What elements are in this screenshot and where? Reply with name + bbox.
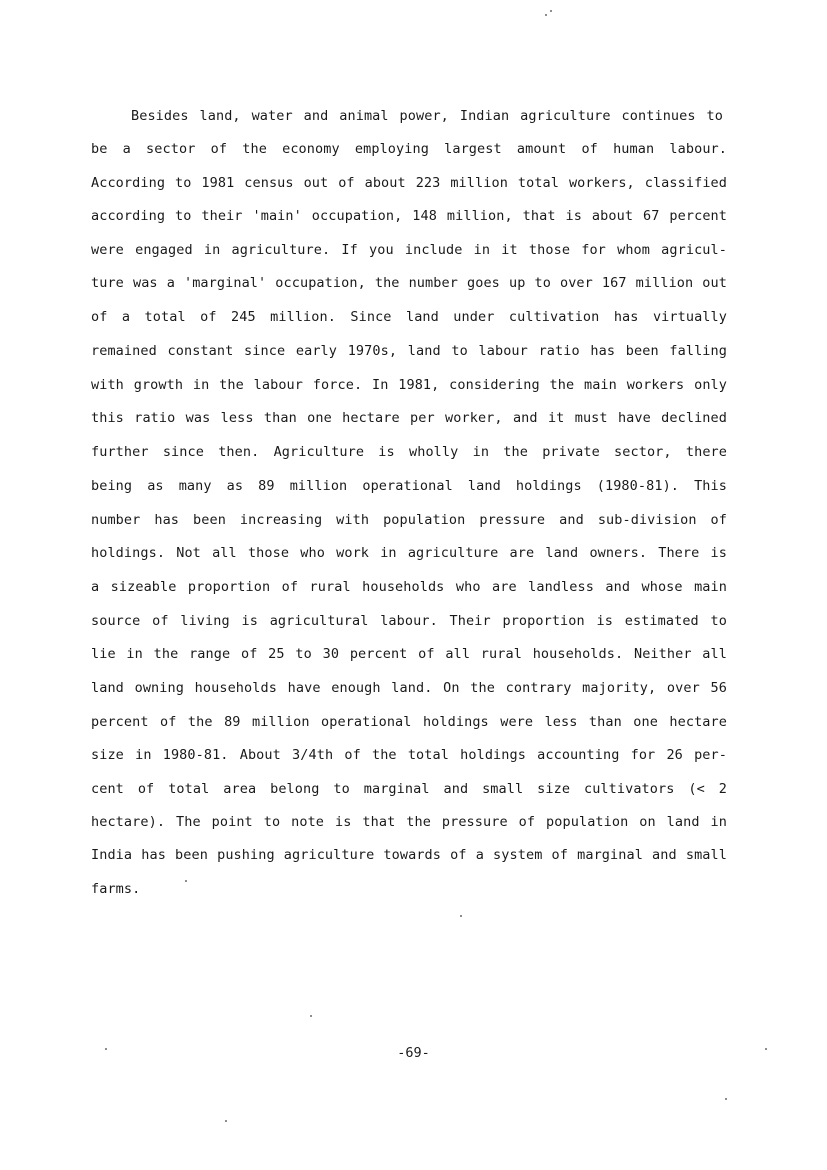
paragraph-line: ture was a 'marginal' occupation, the number goes up to over 167 million out bbox=[91, 275, 727, 291]
paragraph-line: this ratio was less than one hectare per worker, and it must have declined bbox=[91, 410, 727, 426]
paragraph-line: size in 1980-81. About 3/4th of the total holdings accounting for 26 per- bbox=[91, 747, 727, 763]
paragraph-line: hectare). The point to note is that the pressure of population on land in bbox=[91, 814, 727, 830]
scan-speck bbox=[765, 1048, 767, 1050]
paragraph-line: were engaged in agriculture. If you include in it those for whom agricul- bbox=[91, 242, 727, 258]
paragraph-line: with growth in the labour force. In 1981, considering the main workers only bbox=[91, 377, 727, 393]
paragraph-line: Besides land, water and animal power, Indian agriculture continues to bbox=[131, 108, 723, 124]
paragraph-line: number has been increasing with population pressure and sub-division of bbox=[91, 512, 727, 528]
paragraph-line: holdings. Not all those who work in agriculture are land owners. There is bbox=[91, 545, 727, 561]
scan-speck bbox=[460, 915, 462, 917]
scan-speck bbox=[545, 14, 547, 16]
page-number: -69- bbox=[397, 1045, 430, 1061]
paragraph-line: according to their 'main' occupation, 148 million, that is about 67 percent bbox=[91, 208, 727, 224]
scan-speck bbox=[725, 1098, 727, 1100]
paragraph-line: India has been pushing agriculture towards of a system of marginal and small bbox=[91, 847, 727, 863]
scan-speck bbox=[105, 1048, 107, 1050]
paragraph-line: According to 1981 census out of about 223 million total workers, classified bbox=[91, 175, 727, 191]
scan-speck bbox=[310, 1015, 312, 1017]
paragraph-line: percent of the 89 million operational holdings were less than one hectare bbox=[91, 714, 727, 730]
paragraph-line: farms. bbox=[91, 881, 141, 897]
paragraph-line: a sizeable proportion of rural households who are landless and whose main bbox=[91, 579, 727, 595]
paragraph-line: of a total of 245 million. Since land under cultivation has virtually bbox=[91, 309, 727, 325]
paragraph-line: lie in the range of 25 to 30 percent of all rural households. Neither all bbox=[91, 646, 727, 662]
paragraph-line: further since then. Agriculture is wholly in the private sector, there bbox=[91, 444, 727, 460]
paragraph-line: being as many as 89 million operational land holdings (1980-81). This bbox=[91, 478, 727, 494]
scan-speck bbox=[550, 10, 552, 12]
scan-speck bbox=[185, 880, 187, 882]
paragraph-line: source of living is agricultural labour. Their proportion is estimated to bbox=[91, 613, 727, 629]
paragraph-line: land owning households have enough land. On the contrary majority, over 56 bbox=[91, 680, 727, 696]
paragraph-line: remained constant since early 1970s, land to labour ratio has been falling bbox=[91, 343, 727, 359]
scan-speck bbox=[225, 1120, 227, 1122]
paragraph-line: be a sector of the economy employing largest amount of human labour. bbox=[91, 141, 727, 157]
paragraph-line: cent of total area belong to marginal and small size cultivators (< 2 bbox=[91, 781, 727, 797]
